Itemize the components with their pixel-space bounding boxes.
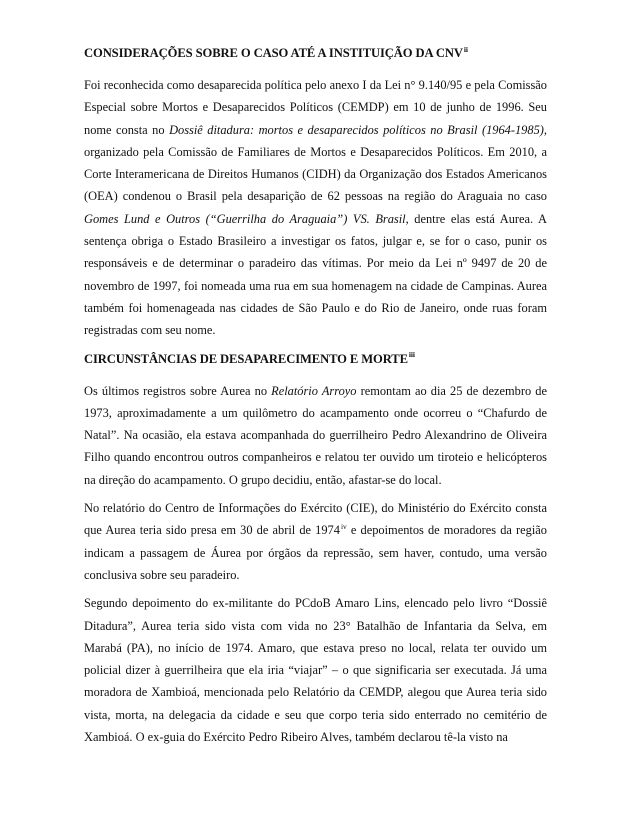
italic-case-name: Gomes Lund e Outros (“Guerrilha do Araguaia”) VS. Brasil	[84, 211, 406, 226]
text-run: remontam ao dia 25 de dezembro de 1973, aproximadamente a um quilômetro do acampamento onde ocorreu o “Chafurdo de Natal”. Na ocasião, ela estava acompanhada do guerrilheiro Pedro Alexandrino de Oliveira Filho quando encontrou outros companheiros e relatou ter ouvido um tiroteio e helicópteros na direção do acampamento. O grupo decidiu, então, afastar-se do local.	[84, 383, 547, 487]
text-run: , dentre elas está Aurea. A sentença obriga o Estado Brasileiro a investigar os fatos, julgar e, se for o caso, punir os responsáveis e de determinar o paradeiro das vítimas. Por meio da Lei nº 9497 de 20 de novembro de 1997, foi nomeada uma rua em sua homenagem na cidade de Campinas. Aurea também foi homenageada nas cidades de São Paulo e do Rio de Janeiro, onde ruas foram registradas com seu nome.	[84, 211, 547, 338]
paragraph	[84, 497, 547, 586]
paragraph	[84, 592, 547, 748]
text-run: organizado pela Comissão de Familiares de Mortos e Desaparecidos Políticos. Em 2010, a Corte Interamericana de Direitos Humanos (CIDH) da Organização dos Estados Americanos (OEA) condenou o Brasil pela desaparição de 62 pessoas na região do Araguaia no caso	[84, 144, 547, 204]
italic-report-name: Relatório Arroyo	[271, 383, 357, 398]
text-run: e depoimentos de moradores da região indicam a passagem de Áurea por órgãos da repressão, sem haver, contudo, uma versão conclusiva sobre seu paradeiro.	[84, 523, 547, 582]
text-run: Os últimos registros sobre Aurea no	[84, 383, 272, 398]
text-run: Foi reconhecida como desaparecida política pelo anexo I da Lei n° 9.140/95 e pela Comissão Especial sobre Mortos e Desaparecidos Políticos (CEMDP) em 10 de junho de 1996. Seu nome consta no	[84, 78, 547, 137]
footnote-marker[interactable]: iv	[340, 522, 347, 532]
italic-title: Dossiê ditadura: mortos e desaparecidos políticos no Brasil (1964-1985),	[169, 122, 547, 137]
paragraph	[84, 380, 547, 491]
footnote-marker[interactable]: iii	[408, 350, 415, 360]
document-page	[84, 42, 547, 754]
paragraph	[84, 74, 547, 342]
text-run: No relatório do Centro de Informações do Exército (CIE), do Ministério do Exército consta que Aurea teria sido presa em 30 de abril de 1974	[84, 501, 547, 538]
heading-text: CIRCUNSTÂNCIAS DE DESAPARECIMENTO E MORTE	[84, 351, 408, 366]
heading-text: CONSIDERAÇÕES SOBRE O CASO ATÉ A INSTITUIÇÃO DA CNV	[84, 46, 463, 60]
section-heading-circumstances	[84, 348, 547, 370]
text-run: Segundo depoimento do ex-militante do PCdoB Amaro Lins, elencado pelo livro “Dossiê Ditadura”, Aurea teria sido vista com vida no 23° Batalhão de Infantaria da Selva, em Marabá (PA), no início de 1974. Amaro, que estava preso no local, relata ter ouvido um policial dizer à guerrilheira que ela iria “viajar” – o que significaria ser executada. Já uma moradora de Xambioá, mencionada pelo Relatório da CEMDP, alegou que Aurea teria sido vista, morta, na delegacia da cidade e seu que corpo teria sido enterrado no cemitério de Xambioá. O ex-guia do Exército Pedro Ribeiro Alves, também declarou tê-la visto na	[84, 596, 547, 745]
footnote-marker[interactable]: ii	[463, 44, 468, 54]
section-heading-considerations	[84, 42, 547, 64]
